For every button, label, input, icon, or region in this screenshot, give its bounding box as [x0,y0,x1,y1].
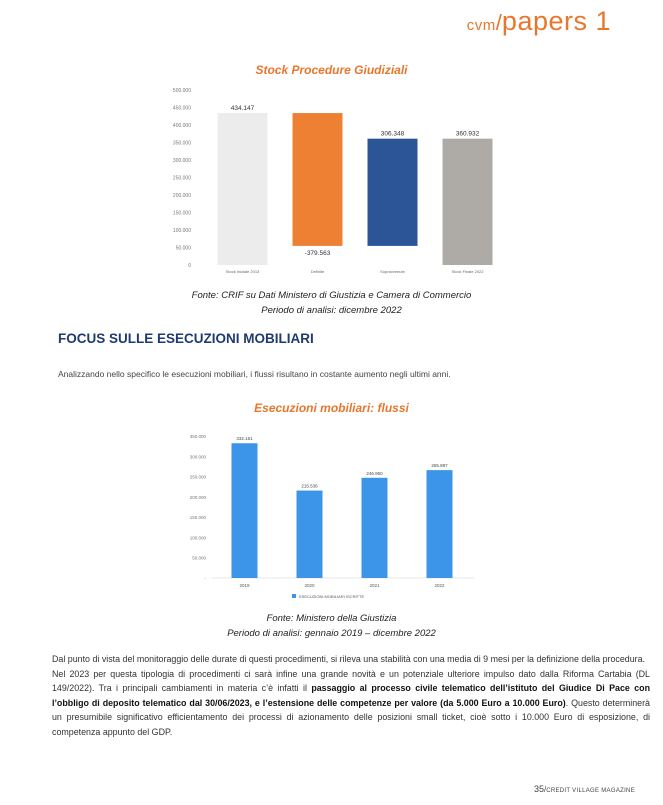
y-tick-label: 250.000 [189,474,206,480]
x-tick-label: Sopravvenute [380,269,405,274]
body-paragraph-2 [52,667,650,740]
legend-swatch [292,594,296,598]
page-number: 35 [533,784,544,794]
body-paragraph-1: Dal punto di vista del monitoraggio delle durate di questi procedimenti, si rileva una stabilità con una media di 9 mesi per la definizione della procedura. [52,654,645,664]
data-label: 246.950 [366,470,383,476]
y-tick-label: 100.000 [189,535,206,541]
bar [297,491,323,578]
y-tick-label: 350.000 [189,434,206,439]
body-p2-start: Nel 2023 per questa tipologia di procedimenti ci sarà infine una grande novità e un potenziale ulteriore impulso dato dalla Riforma Cartabia (DL 149/2022). Tra i principali cambiamenti in materia c’è infatti il [52,668,650,693]
brand-name: papers 1 [501,6,611,36]
section-intro: Analizzando nello specifico le esecuzioni mobiliari, i flussi risultano in costante aumento negli ultimi anni. [58,369,451,379]
y-tick-label: 100.000 [172,228,191,234]
bar [368,139,418,246]
x-tick-label: Stock Finale 2022 [451,269,484,274]
brand-logo [467,6,611,37]
data-label: 332.161 [236,436,253,442]
bar [232,443,258,578]
x-tick-label: Stock Iniziale 2013 [225,269,260,274]
x-tick-label: 2020 [304,583,315,588]
x-tick-label: 2019 [239,583,250,588]
y-tick-label: 350.000 [172,140,191,147]
bar [362,478,388,578]
chart2-title: Esecuzioni mobiliari: flussi [254,401,409,415]
brand-prefix: cvm [466,17,496,34]
x-tick-label: 2021 [369,583,380,588]
bar [443,139,493,265]
chart1-title: Stock Procedure Giudiziali [255,63,408,77]
x-tick-label: Definite [310,269,325,274]
y-tick-label: 400.000 [172,123,191,129]
chart1-source: Fonte: CRIF su Dati Ministero di Giustizia e Camera di Commercio [191,290,472,301]
bar [218,113,268,265]
x-tick-label: 2022 [434,583,445,588]
bar [427,470,453,578]
y-tick-label: 300.000 [172,158,191,164]
chart2-period: Periodo di analisi: gennaio 2019 – dicembre 2022 [227,628,436,639]
body-text [52,652,650,739]
y-tick-label: 150.000 [189,515,206,521]
body-p2-end: . Questo determinerà un presumibile significativo efficientamento dei processi di azionamento delle posizioni small ticket, cioè sotto i 10.000 Euro di esposizione, di competenza appunto del GDP. [52,697,650,737]
body-p2-bold: passaggio al processo civile telematico dell’istituto del Giudice Di Pace con l’obbligo di deposito telematico dal 30/06/2023, e l’estensione delle competenze per valore (da 5.000 Euro a 10.000 Euro) [52,683,650,708]
y-tick-label: 250.000 [172,175,191,182]
y-tick-label: 0 [188,263,191,269]
y-tick-label: 150.000 [172,210,191,217]
y-tick-label: 50.000 [192,555,206,561]
chart1-waterfall [165,82,500,277]
magazine-name: CREDIT VILLAGE MAGAZINE [546,788,635,794]
brand-slash: / [495,10,502,35]
data-label: 306.348 [380,130,405,138]
y-tick-label: 500.000 [172,88,191,94]
chart1-period: Periodo di analisi: dicembre 2022 [261,305,402,316]
legend-label: ESECUZIONI MOBILIARI ISCRITTE [299,594,365,599]
section-heading: FOCUS SULLE ESECUZIONI MOBILIARI [58,331,314,346]
data-label: 215.536 [301,483,318,489]
y-tick-label: 200.000 [172,193,191,199]
data-label: 265.887 [431,463,448,469]
chart2-source: Fonte: Ministero della Giustizia [266,613,397,624]
data-label: 434.147 [230,105,255,113]
y-tick-label: - [204,576,206,581]
bar [293,113,343,246]
data-label: -379.563 [304,249,331,257]
data-label: 360.932 [455,130,480,138]
y-tick-label: 50.000 [175,245,191,252]
y-tick-label: 300.000 [189,454,206,460]
y-tick-label: 200.000 [189,494,206,500]
chart2-bar-chart [180,428,480,606]
y-tick-label: 450.000 [172,105,191,112]
page-footer: 35/CREDIT VILLAGE MAGAZINE [533,784,635,794]
